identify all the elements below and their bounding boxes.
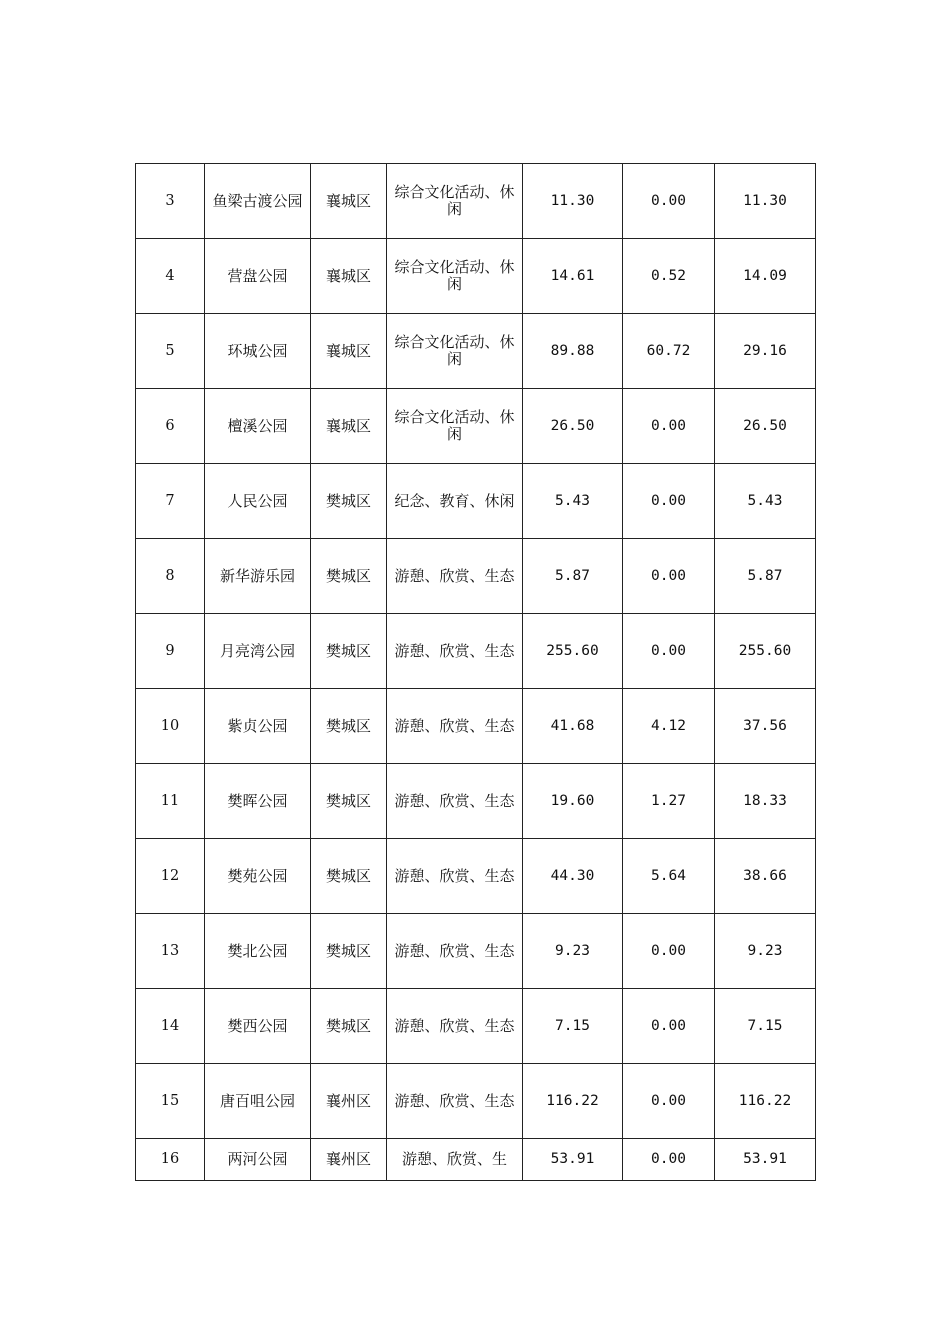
table-row: [136, 239, 816, 314]
table-row: [136, 314, 816, 389]
cell-park-name: 鱼梁古渡公园: [205, 164, 311, 239]
cell-area-b: 29.16: [715, 314, 816, 389]
cell-district: 樊城区: [311, 839, 387, 914]
table-row: [136, 614, 816, 689]
cell-park-name: 檀溪公园: [205, 389, 311, 464]
cell-park-name: 紫贞公园: [205, 689, 311, 764]
cell-index: 13: [136, 914, 205, 989]
cell-area-a: 0.52: [623, 239, 715, 314]
cell-function: 综合文化活动、休闲: [387, 164, 523, 239]
cell-index: 16: [136, 1139, 205, 1181]
cell-area-a: 0.00: [623, 164, 715, 239]
cell-total-area: 44.30: [523, 839, 623, 914]
table-row: [136, 914, 816, 989]
table-row: [136, 839, 816, 914]
cell-total-area: 5.87: [523, 539, 623, 614]
cell-area-b: 18.33: [715, 764, 816, 839]
cell-park-name: 唐百咀公园: [205, 1064, 311, 1139]
cell-index: 3: [136, 164, 205, 239]
cell-function: 游憩、欣赏、生态: [387, 539, 523, 614]
table-row: [136, 1139, 816, 1181]
table-row: [136, 764, 816, 839]
cell-area-b: 26.50: [715, 389, 816, 464]
cell-index: 9: [136, 614, 205, 689]
cell-index: 12: [136, 839, 205, 914]
cell-total-area: 89.88: [523, 314, 623, 389]
cell-district: 襄州区: [311, 1139, 387, 1181]
table-row: [136, 1064, 816, 1139]
cell-function: 游憩、欣赏、生态: [387, 989, 523, 1064]
cell-total-area: 41.68: [523, 689, 623, 764]
cell-area-b: 11.30: [715, 164, 816, 239]
cell-district: 樊城区: [311, 764, 387, 839]
cell-park-name: 两河公园: [205, 1139, 311, 1181]
cell-index: 7: [136, 464, 205, 539]
cell-area-a: 4.12: [623, 689, 715, 764]
cell-district: 襄城区: [311, 164, 387, 239]
cell-area-b: 37.56: [715, 689, 816, 764]
cell-park-name: 新华游乐园: [205, 539, 311, 614]
cell-function: 游憩、欣赏、生态: [387, 914, 523, 989]
cell-district: 樊城区: [311, 614, 387, 689]
cell-area-b: 7.15: [715, 989, 816, 1064]
cell-district: 樊城区: [311, 689, 387, 764]
cell-district: 樊城区: [311, 989, 387, 1064]
cell-index: 15: [136, 1064, 205, 1139]
cell-district: 襄城区: [311, 314, 387, 389]
cell-total-area: 14.61: [523, 239, 623, 314]
cell-index: 14: [136, 989, 205, 1064]
cell-function: 游憩、欣赏、生态: [387, 1064, 523, 1139]
cell-total-area: 19.60: [523, 764, 623, 839]
cell-district: 襄州区: [311, 1064, 387, 1139]
cell-area-b: 116.22: [715, 1064, 816, 1139]
cell-function: 综合文化活动、休闲: [387, 314, 523, 389]
cell-index: 6: [136, 389, 205, 464]
table-row: [136, 389, 816, 464]
cell-area-a: 0.00: [623, 914, 715, 989]
cell-function: 综合文化活动、休闲: [387, 389, 523, 464]
cell-total-area: 9.23: [523, 914, 623, 989]
cell-park-name: 樊北公园: [205, 914, 311, 989]
cell-district: 襄城区: [311, 389, 387, 464]
cell-district: 樊城区: [311, 464, 387, 539]
table-row: [136, 539, 816, 614]
cell-district: 樊城区: [311, 914, 387, 989]
cell-total-area: 255.60: [523, 614, 623, 689]
cell-area-a: 5.64: [623, 839, 715, 914]
cell-index: 11: [136, 764, 205, 839]
cell-park-name: 营盘公园: [205, 239, 311, 314]
table-body: [136, 164, 816, 1181]
cell-function: 游憩、欣赏、生态: [387, 614, 523, 689]
cell-park-name: 樊晖公园: [205, 764, 311, 839]
cell-district: 襄城区: [311, 239, 387, 314]
cell-area-a: 1.27: [623, 764, 715, 839]
cell-function: 综合文化活动、休闲: [387, 239, 523, 314]
cell-area-a: 0.00: [623, 614, 715, 689]
cell-total-area: 5.43: [523, 464, 623, 539]
cell-index: 10: [136, 689, 205, 764]
cell-total-area: 53.91: [523, 1139, 623, 1181]
cell-function: 游憩、欣赏、生态: [387, 689, 523, 764]
cell-function: 游憩、欣赏、生态: [387, 839, 523, 914]
cell-area-a: 0.00: [623, 389, 715, 464]
cell-index: 8: [136, 539, 205, 614]
cell-area-a: 0.00: [623, 1139, 715, 1181]
cell-area-b: 38.66: [715, 839, 816, 914]
table-row: [136, 689, 816, 764]
cell-area-a: 0.00: [623, 1064, 715, 1139]
cell-area-b: 9.23: [715, 914, 816, 989]
cell-index: 5: [136, 314, 205, 389]
park-table: [135, 163, 816, 1181]
table-row: [136, 464, 816, 539]
cell-function: 游憩、欣赏、生: [387, 1139, 523, 1181]
cell-district: 樊城区: [311, 539, 387, 614]
cell-park-name: 月亮湾公园: [205, 614, 311, 689]
cell-park-name: 环城公园: [205, 314, 311, 389]
cell-park-name: 人民公园: [205, 464, 311, 539]
cell-area-a: 0.00: [623, 464, 715, 539]
cell-area-b: 14.09: [715, 239, 816, 314]
cell-total-area: 7.15: [523, 989, 623, 1064]
cell-park-name: 樊西公园: [205, 989, 311, 1064]
cell-area-b: 5.43: [715, 464, 816, 539]
cell-total-area: 116.22: [523, 1064, 623, 1139]
cell-area-a: 60.72: [623, 314, 715, 389]
cell-area-a: 0.00: [623, 989, 715, 1064]
cell-function: 纪念、教育、休闲: [387, 464, 523, 539]
cell-park-name: 樊苑公园: [205, 839, 311, 914]
table-row: [136, 164, 816, 239]
cell-function: 游憩、欣赏、生态: [387, 764, 523, 839]
cell-area-b: 255.60: [715, 614, 816, 689]
cell-total-area: 26.50: [523, 389, 623, 464]
cell-total-area: 11.30: [523, 164, 623, 239]
cell-area-b: 5.87: [715, 539, 816, 614]
cell-area-a: 0.00: [623, 539, 715, 614]
table-row: [136, 989, 816, 1064]
cell-index: 4: [136, 239, 205, 314]
cell-area-b: 53.91: [715, 1139, 816, 1181]
